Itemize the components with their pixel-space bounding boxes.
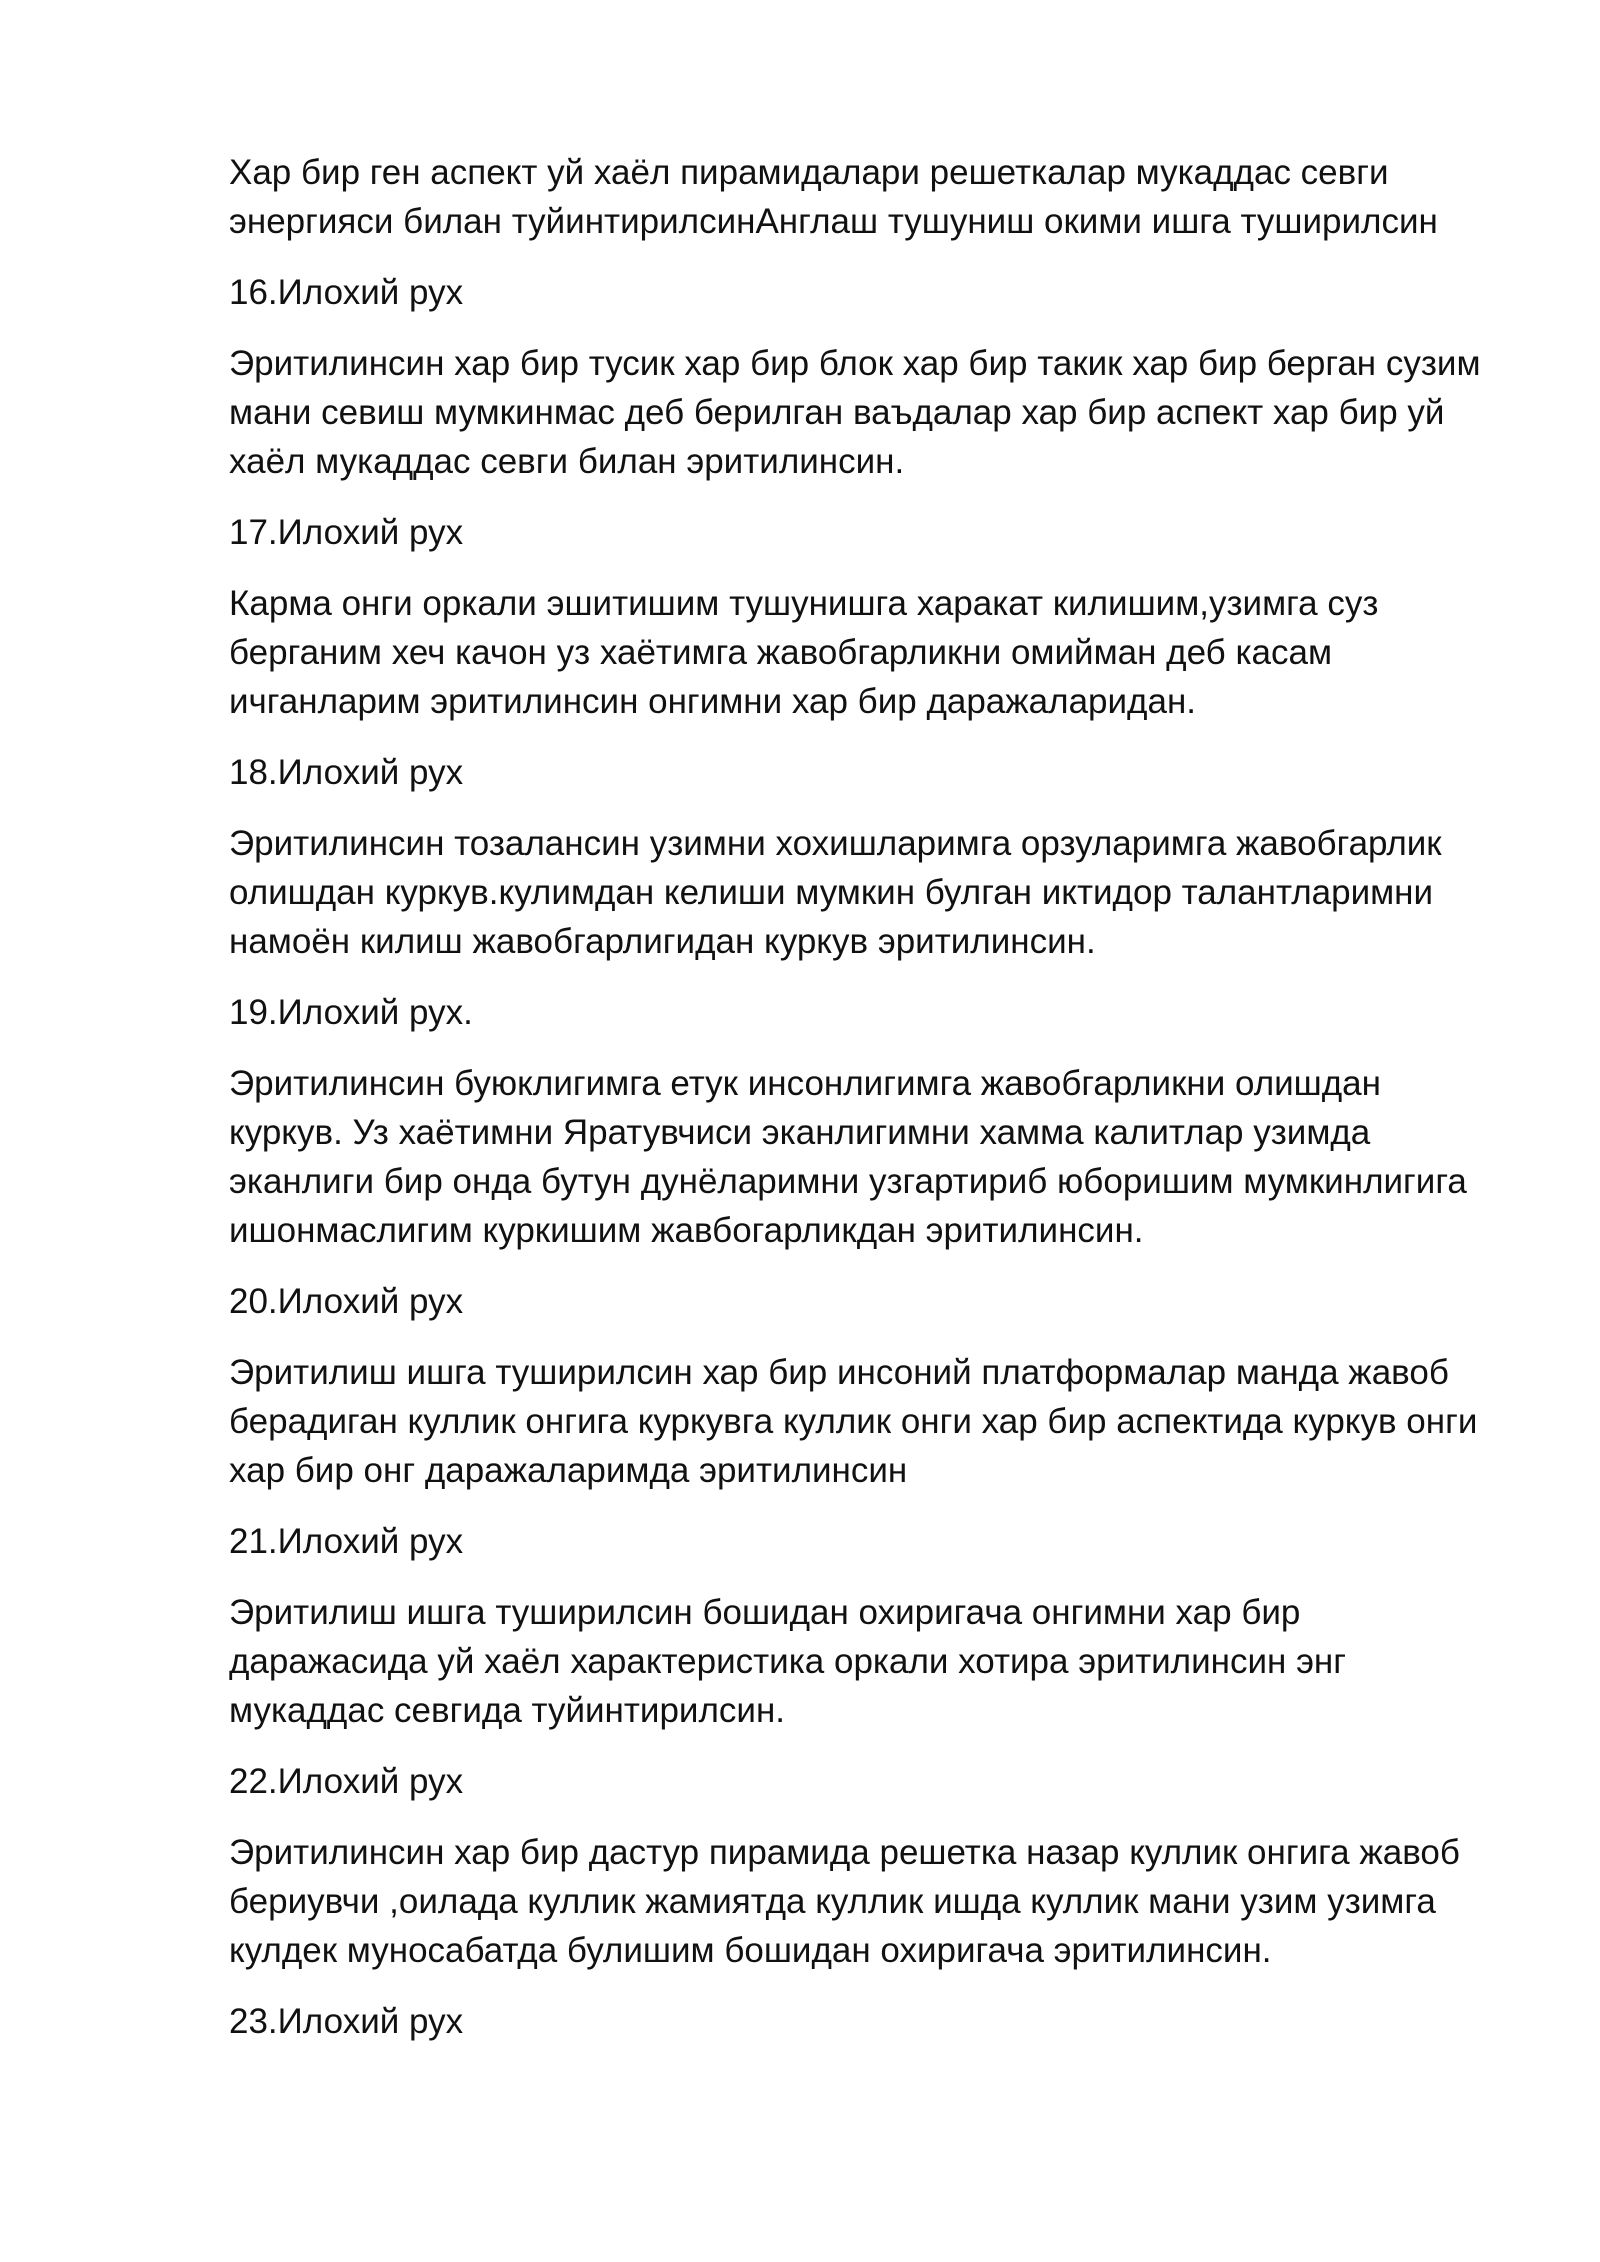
section-heading: 20.Илохий рух (229, 1282, 464, 1321)
section-heading: 19.Илохий рух. (229, 993, 473, 1032)
body-paragraph: Хар бир ген аспект уй хаёл пирамидалари решеткалар мукаддас севги энергияси билан туйинтирилсинАнглаш тушуниш окими ишга туширилсин (229, 153, 1438, 241)
section-heading: 16.Илохий рух (229, 273, 464, 312)
body-paragraph: Эритилиш ишга туширилсин хар бир инсоний платформалар манда жавоб берадиган куллик онгига куркувга куллик онги хар бир аспектида куркув онги хар бир онг даражаларимда эритилинсин (229, 1353, 1478, 1490)
body-paragraph: Эритилиш ишга туширилсин бошидан охиригача онгимни хар бир даражасида уй хаёл характеристика оркали хотира эритилинсин энг мукаддас севгида туйинтирилсин. (229, 1593, 1347, 1730)
body-paragraph: Эритилинсин хар бир дастур пирамида решетка назар куллик онгига жавоб бериувчи ,оилада куллик жамиятда куллик ишда куллик мани узим узимга кулдек муносабатда булишим бошидан охиригача эритилинсин. (229, 1833, 1460, 1970)
body-paragraph: Эритилинсин хар бир тусик хар бир блок хар бир такик хар бир берган сузим мани севиш мумкинмас деб берилган ваъдалар хар бир аспект хар бир уй хаёл мукаддас севги билан эритилинсин. (229, 344, 1481, 481)
section-heading: 17.Илохий рух (229, 513, 464, 552)
body-paragraph: Эритилинсин буюклигимга етук инсонлигимга жавобгарликни олишдан куркув. Уз хаётимни Яратувчиси эканлигимни хамма калитлар узимда эканлиги бир онда бутун дунёларимни узгартириб юборишим мумкинлигига ишонмаслигим куркишим жавбогарликдан эритилинсин. (229, 1064, 1467, 1250)
body-paragraph: Эритилинсин тозалансин узимни хохишларимга орзуларимга жавобгарлик олишдан куркув.кулимдан келиши мумкин булган иктидор талантларимни намоён килиш жавобгарлигидан куркув эритилинсин. (229, 824, 1442, 961)
body-paragraph: Карма онги оркали эшитишим тушунишга харакат килишим,узимга суз берганим хеч качон уз хаётимга жавобгарликни омийман деб касам ичганларим эритилинсин онгимни хар бир даражаларидан. (229, 584, 1379, 721)
section-heading: 18.Илохий рух (229, 753, 464, 792)
section-heading: 23.Илохий рух (229, 2002, 464, 2041)
document-body (229, 148, 1491, 2068)
section-heading: 22.Илохий рух (229, 1762, 464, 1801)
section-heading: 21.Илохий рух (229, 1522, 464, 1561)
